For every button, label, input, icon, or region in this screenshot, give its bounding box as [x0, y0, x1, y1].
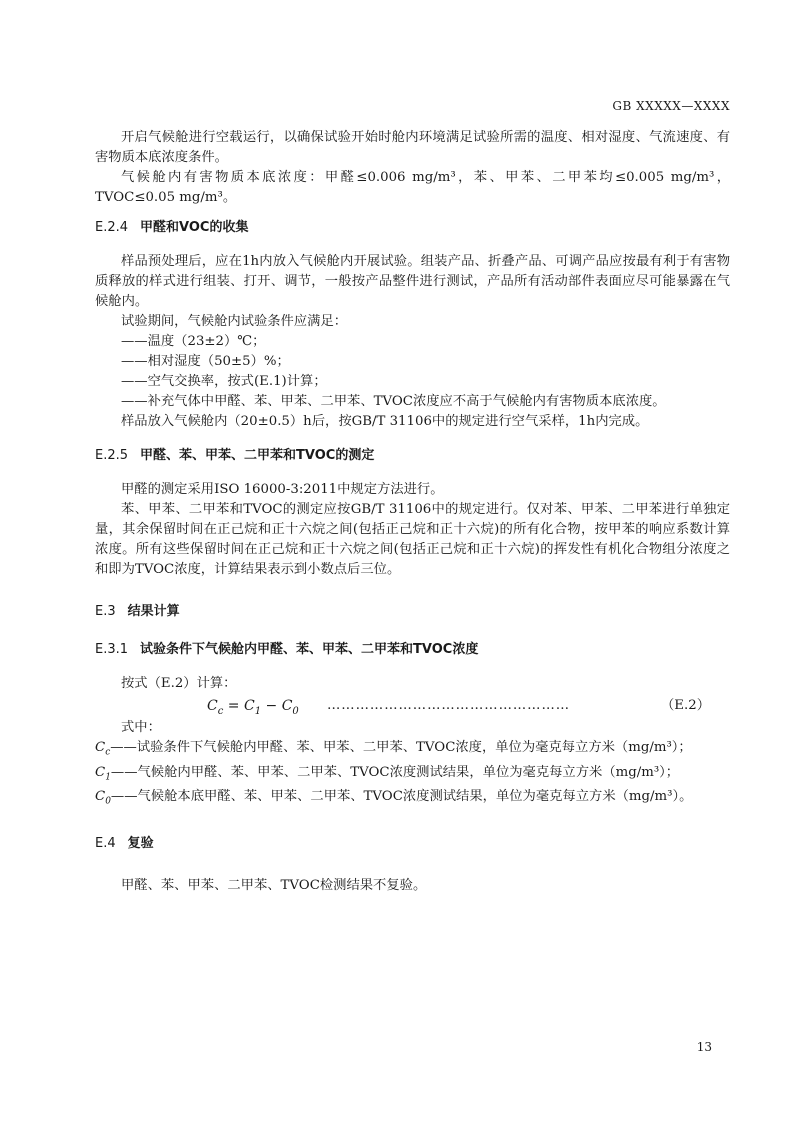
variable-symbol: [95, 740, 111, 758]
paragraph: 样品预处理后，应在1h内放入气候舱内开展试验。组装产品、折叠产品、可调产品应按最有利于有害物质释放的样式进行组装、打开、调节，一般按产品整件进行测试，产品所有活动部件表面应尽可能暴露在气候舱内。: [95, 254, 730, 309]
variable-letter: C: [95, 740, 106, 755]
page-number: 13: [696, 1040, 712, 1054]
formula-subscript: 0: [292, 705, 299, 717]
standard-number-header: GB XXXXX—XXXX: [612, 99, 730, 113]
variable-letter: C: [95, 789, 106, 805]
formula-symbol: C: [207, 698, 218, 714]
paragraph: 苯、甲苯、二甲苯和TVOC的测定应按GB/T 31106中的规定进行。仅对苯、甲苯、二甲苯进行单独定量，其余保留时间在正己烷和正十六烷之间(包括正己烷和正十六烷)的所有化合物，按甲苯的响应系数计算浓度。所有这些保留时间在正己烷和正十六烷之间(包括正己烷和正十六烷)的挥发性有机化合物组分浓度之和即为TVOC浓度，计算结果表示到小数点后三位。: [95, 502, 730, 577]
variable-subscript: 0: [105, 796, 111, 807]
variable-description: ——气候舱本底甲醛、苯、甲苯、二甲苯、TVOC浓度测试结果，单位为毫克每立方米（mg/m³）。: [110, 789, 693, 805]
section-heading-e31: [95, 640, 730, 660]
formula-operator: =: [223, 698, 244, 714]
section-heading-e4: [95, 834, 730, 854]
list-item: ——空气交换率，按式(E.1)计算；: [121, 374, 327, 389]
variable-subscript: c: [105, 747, 111, 758]
variable-description: ——试验条件下气候舱内甲醛、苯、甲苯、二甲苯、TVOC浓度，单位为毫克每立方米（mg/m³）；: [110, 740, 692, 755]
formula-row: [95, 696, 730, 718]
section-heading-e24: [95, 218, 730, 238]
section-title: 复验: [127, 835, 154, 851]
variable-description: ——气候舱内甲醛、苯、甲苯、二甲苯、TVOC浓度测试结果，单位为毫克每立方米（mg/m³）；: [110, 764, 680, 780]
paragraph: 气候舱内有害物质本底浓度：甲醛≤0.006 mg/m³，苯、甲苯、二甲苯均≤0.005 mg/m³，TVOC≤0.05 mg/m³。: [95, 170, 730, 205]
section-heading-e3: [95, 602, 730, 622]
variable-symbol: [95, 789, 111, 807]
variable-definition: [95, 787, 730, 812]
section-number: E.2.5: [95, 448, 129, 463]
formula-operator: −: [261, 698, 282, 714]
paragraph: 甲醛的测定采用ISO 16000-3:2011中规定方法进行。: [121, 482, 444, 497]
list-item: ——相对湿度（50±5）%；: [121, 354, 290, 369]
variable-definition: [95, 763, 730, 788]
formula-subscript: c: [217, 705, 224, 717]
equation-number: （E.2）: [661, 698, 710, 713]
section-heading-e25: [95, 446, 730, 466]
formula-e2: [207, 696, 299, 722]
section-title: 甲醛、苯、甲苯、二甲苯和TVOC的测定: [140, 448, 375, 463]
where-label: 式中：: [121, 720, 161, 735]
variable-symbol: [95, 764, 111, 783]
paragraph: 样品放入气候舱内（20±0.5）h后，按GB/T 31106中的规定进行空气采样，1h内完成。: [121, 414, 649, 429]
section-number: E.2.4: [95, 220, 129, 235]
formula-symbol: C: [281, 698, 293, 714]
paragraph: 甲醛、苯、甲苯、二甲苯、TVOC检测结果不复验。: [121, 877, 427, 893]
section-number: E.3.1: [95, 642, 129, 657]
page-body: [95, 128, 730, 896]
formula-lead: 按式（E.2）计算：: [121, 676, 237, 691]
section-title: 试验条件下气候舱内甲醛、苯、甲苯、二甲苯和TVOC浓度: [140, 642, 479, 657]
section-number: E.3: [95, 604, 116, 619]
paragraph: 开启气候舱进行空载运行，以确保试验开始时舱内环境满足试验所需的温度、相对湿度、气流速度、有害物质本底浓度条件。: [95, 130, 730, 165]
section-title: 甲醛和VOC的收集: [140, 220, 249, 235]
list-item: ——补充气体中甲醛、苯、甲苯、二甲苯、TVOC浓度应不高于气候舱内有害物质本底浓度。: [121, 394, 666, 409]
section-number: E.4: [95, 835, 116, 851]
formula-leader-dots: ……………………………………………: [327, 698, 571, 713]
list-item: ——温度（23±2）℃；: [121, 334, 266, 349]
paragraph: 试验期间，气候舱内试验条件应满足：: [121, 314, 348, 329]
variable-letter: C: [95, 764, 106, 780]
section-title: 结果计算: [127, 604, 180, 619]
variable-subscript: 1: [105, 772, 111, 783]
formula-symbol: C: [243, 698, 255, 714]
variable-definition: [95, 738, 730, 763]
formula-subscript: 1: [254, 705, 262, 717]
